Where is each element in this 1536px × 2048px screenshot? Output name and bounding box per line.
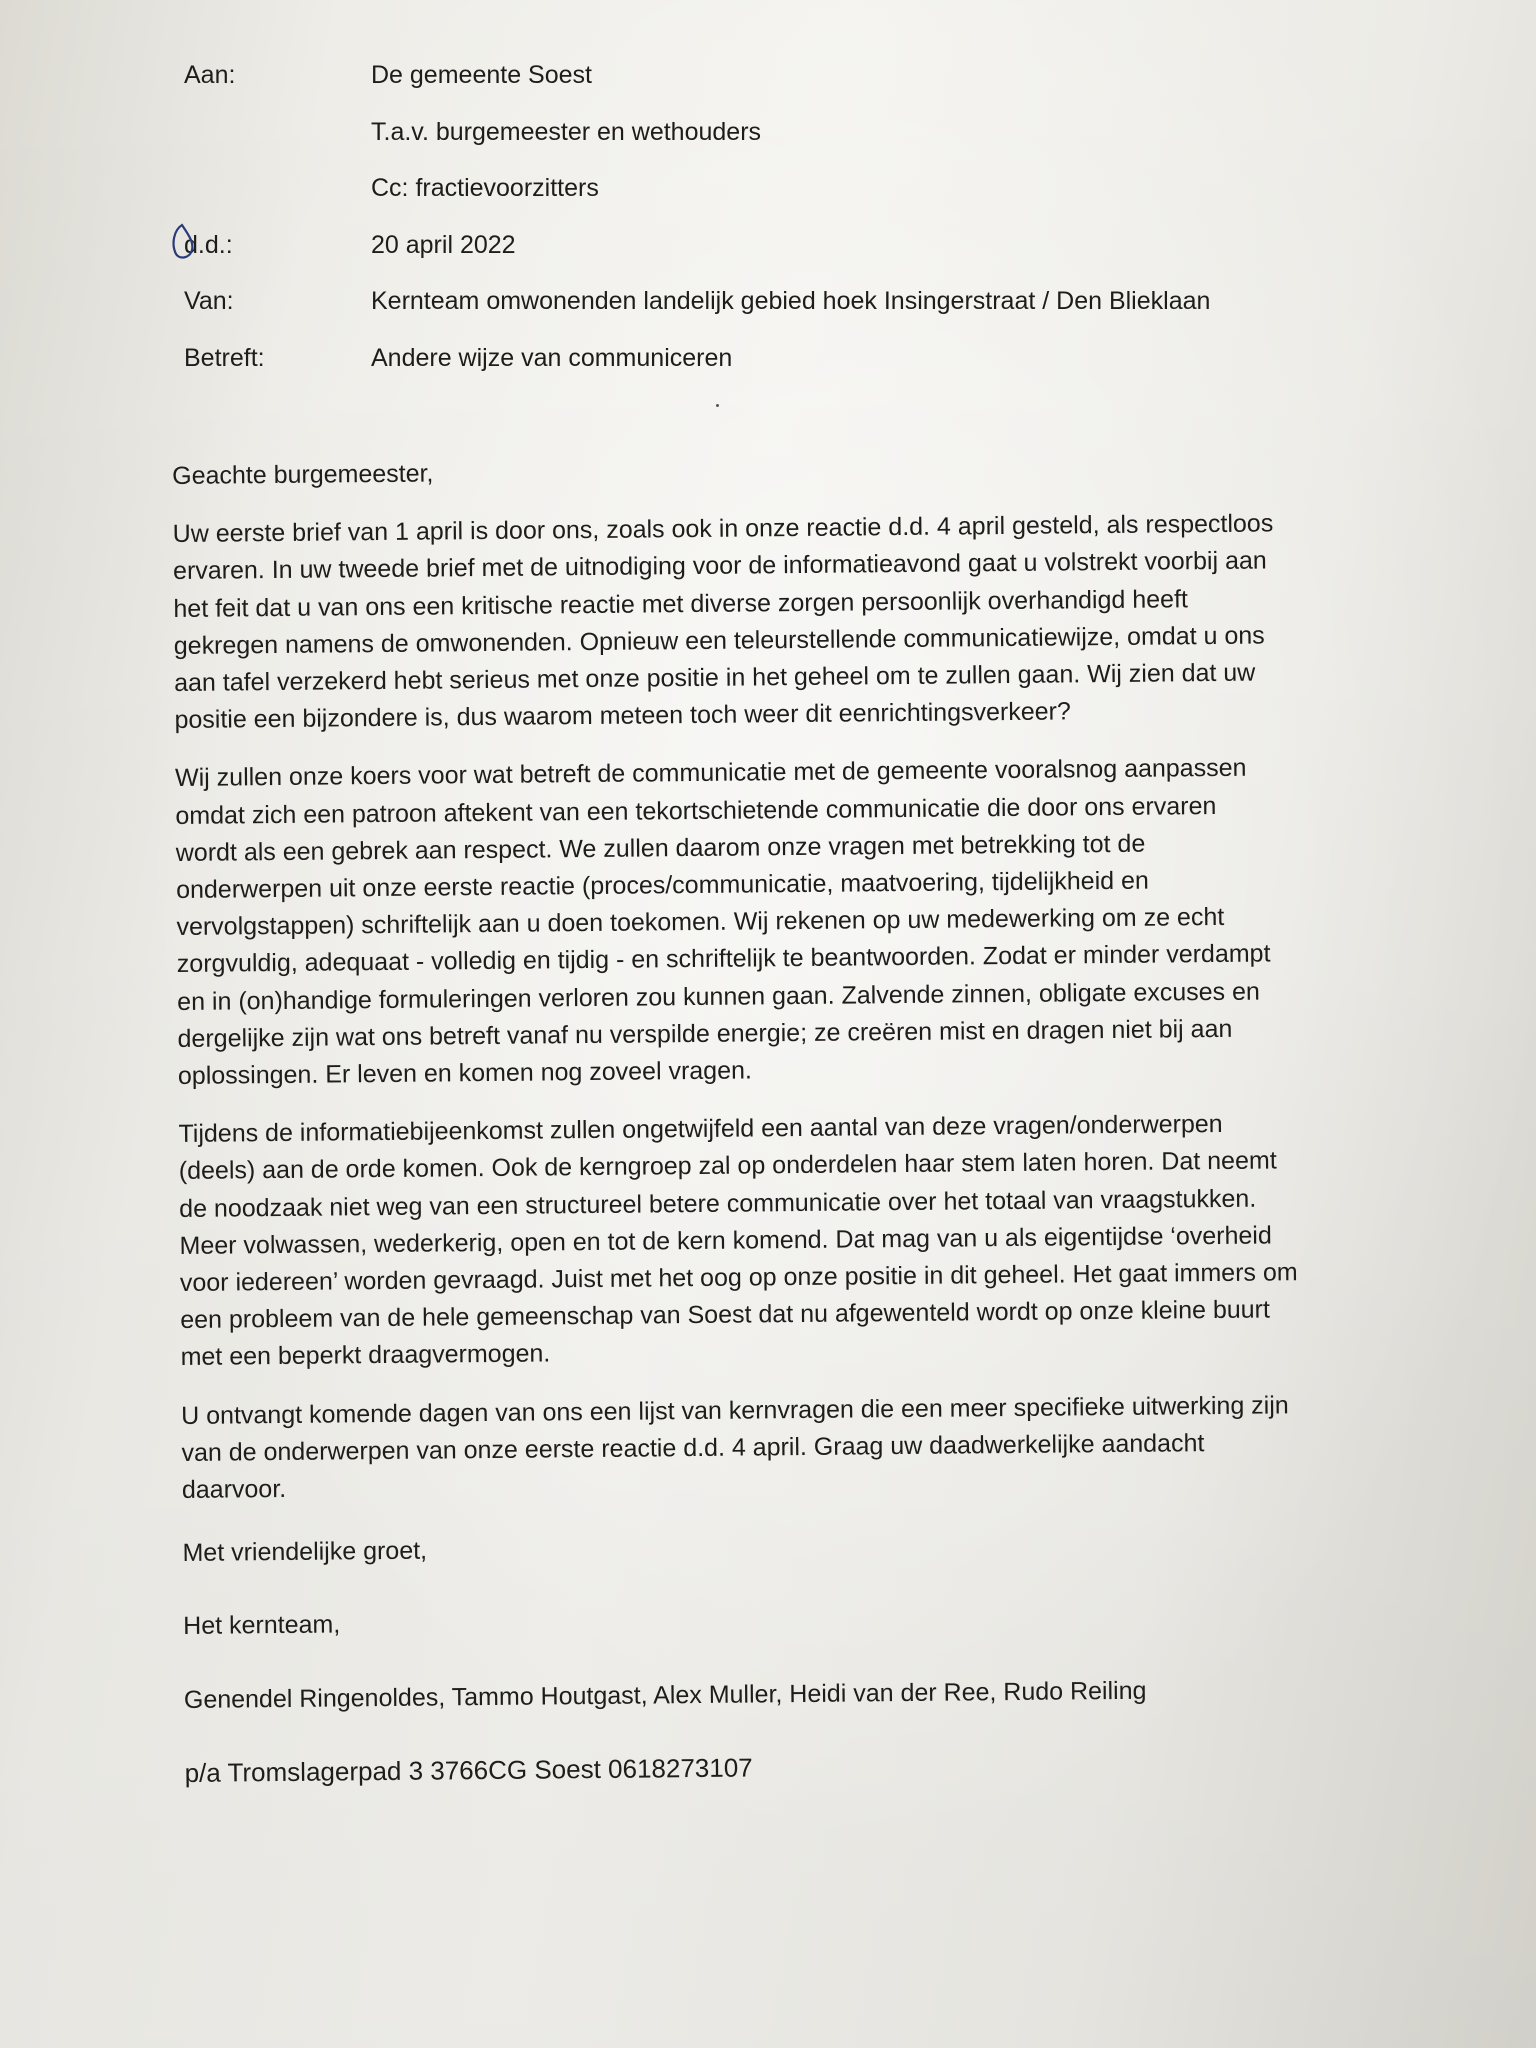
text-line: daarvoor. (181, 1475, 287, 1505)
text-line: U ontvangt komende dagen van ons een lijst van kernvragen die een meer specifieke uitwerking zijn (181, 1390, 1289, 1430)
text-line: Uw eerste brief van 1 april is door ons, zoals ook in onze reactie d.d. 4 april gesteld, als respectloos (172, 509, 1274, 549)
salutation: Geachte burgemeester, (172, 459, 434, 490)
header-row-to (184, 60, 1384, 117)
paper-speck (716, 404, 719, 407)
text-line: Tijdens de informatiebijeenkomst zullen ongetwijfeld een aantal van deze vragen/onderwerpen (178, 1110, 1223, 1149)
header-value: De gemeente Soest (371, 61, 592, 89)
text-line: (deels) aan de orde komen. Ook de kerngroep zal op onderdelen haar stem laten horen. Dat neemt (178, 1146, 1277, 1186)
header-value: 20 april 2022 (371, 230, 516, 259)
text-line: een probleem van de hele gemeenschap van Soest dat nu afgewenteld wordt op onze kleine buurt (180, 1295, 1271, 1335)
header-value: Kernteam omwonenden landelijk gebied hoek Insingerstraat / Den Blieklaan (371, 287, 1211, 316)
text-line: en in (on)handige formuleringen verloren zou kunnen gaan. Zalvende zinnen, obligate excuses en (177, 977, 1260, 1016)
header-value: Cc: fractievoorzitters (371, 174, 599, 203)
text-line: ervaren. In uw tweede brief met de uitnodiging voor de informatieavond gaat u volstrekt voorbij aan (172, 546, 1267, 586)
text-line: positie een bijzondere is, dus waarom meteen toch weer dit eenrichtingsverkeer? (174, 697, 1071, 735)
paragraph-4 (181, 1386, 1412, 1509)
header-row-cc (184, 173, 1384, 230)
text-line: omdat zich een patroon aftekent van een tekortschietende communicatie die door ons ervaren (175, 791, 1217, 830)
letter-header (184, 60, 1384, 400)
letter-closing (182, 1523, 1414, 1792)
signatory-names: Genendel Ringenoldes, Tammo Houtgast, Alex Muller, Heidi van der Ree, Rudo Reiling (183, 1676, 1147, 1714)
text-line: voor iedereen’ worden gevraagd. Juist met het oog op onze positie in dit geheel. Het gaat immers om (179, 1258, 1298, 1298)
header-value: T.a.v. burgemeester en wethouders (371, 117, 762, 146)
text-line: van de onderwerpen van onze eerste reactie d.d. 4 april. Graag uw daadwerkelijke aandacht (181, 1429, 1205, 1467)
text-line: met een beperkt draagvermogen. (180, 1339, 551, 1372)
text-line: oplossingen. Er leven en komen nog zoveel vragen. (177, 1056, 753, 1091)
text-line: het feit dat u van ons een kritische reactie met diverse zorgen persoonlijk overhandigd heeft (173, 584, 1189, 623)
header-label: d.d.: (184, 230, 233, 259)
text-line: aan tafel verzekerd hebt serieus met onze positie in het geheel om te zullen gaan. Wij zien dat uw (174, 658, 1256, 698)
text-line: Meer volwassen, wederkerig, open en tot de kern komend. Dat mag van u als eigentijdse ‘overheid (179, 1221, 1272, 1260)
header-row-attention (184, 117, 1384, 174)
contact-address: p/a Tromslagerpad 3 3766CG Soest 0618273107 (184, 1752, 753, 1788)
text-line: gekregen namens de omwonenden. Opnieuw een teleurstellende communicatiewijze, omdat u ons (173, 621, 1265, 660)
paragraph-1 (173, 504, 1405, 739)
text-line: dergelijke zijn wat ons betreft vanaf nu verspilde energie; ze creëren mist en dragen niet bij aan (177, 1014, 1233, 1053)
text-line: zorgvuldig, adequaat - volledig en tijdig - en schriftelijk te beantwoorden. Zodat er minder verdampt (176, 939, 1271, 979)
text-line: wordt als een gebrek aan respect. We zullen daarom onze vragen met betrekking tot de (175, 829, 1146, 867)
text-line: de noodzaak niet weg van een structureel betere communicatie over het totaal van vraagstukken. (179, 1184, 1257, 1223)
header-row-from (184, 286, 1384, 343)
text-line: Wij zullen onze koers voor wat betreft de communicatie met de gemeente vooralsnog aanpassen (174, 754, 1247, 793)
header-label-date (184, 230, 371, 260)
closing-greeting: Met vriendelijke groet, (182, 1536, 428, 1568)
header-row-subject (184, 343, 1384, 400)
text-line: vervolgstappen) schriftelijk aan u doen toekomen. Wij rekenen op uw medewerking om ze echt (176, 903, 1225, 942)
letter-body (172, 446, 1415, 1828)
handwritten-mark-icon (168, 222, 196, 260)
text-line: onderwerpen uit onze eerste reactie (proces/communicatie, maatvoering, tijdelijkheid en (176, 866, 1149, 905)
header-label: Aan: (184, 61, 236, 89)
paragraph-3 (178, 1104, 1410, 1376)
header-label: Betreft: (184, 343, 265, 372)
header-label: Van: (184, 287, 234, 316)
signoff: Het kernteam, (183, 1610, 341, 1641)
paragraph-2 (175, 749, 1408, 1096)
header-row-date (184, 230, 1384, 287)
header-value: Andere wijze van communiceren (371, 343, 733, 372)
